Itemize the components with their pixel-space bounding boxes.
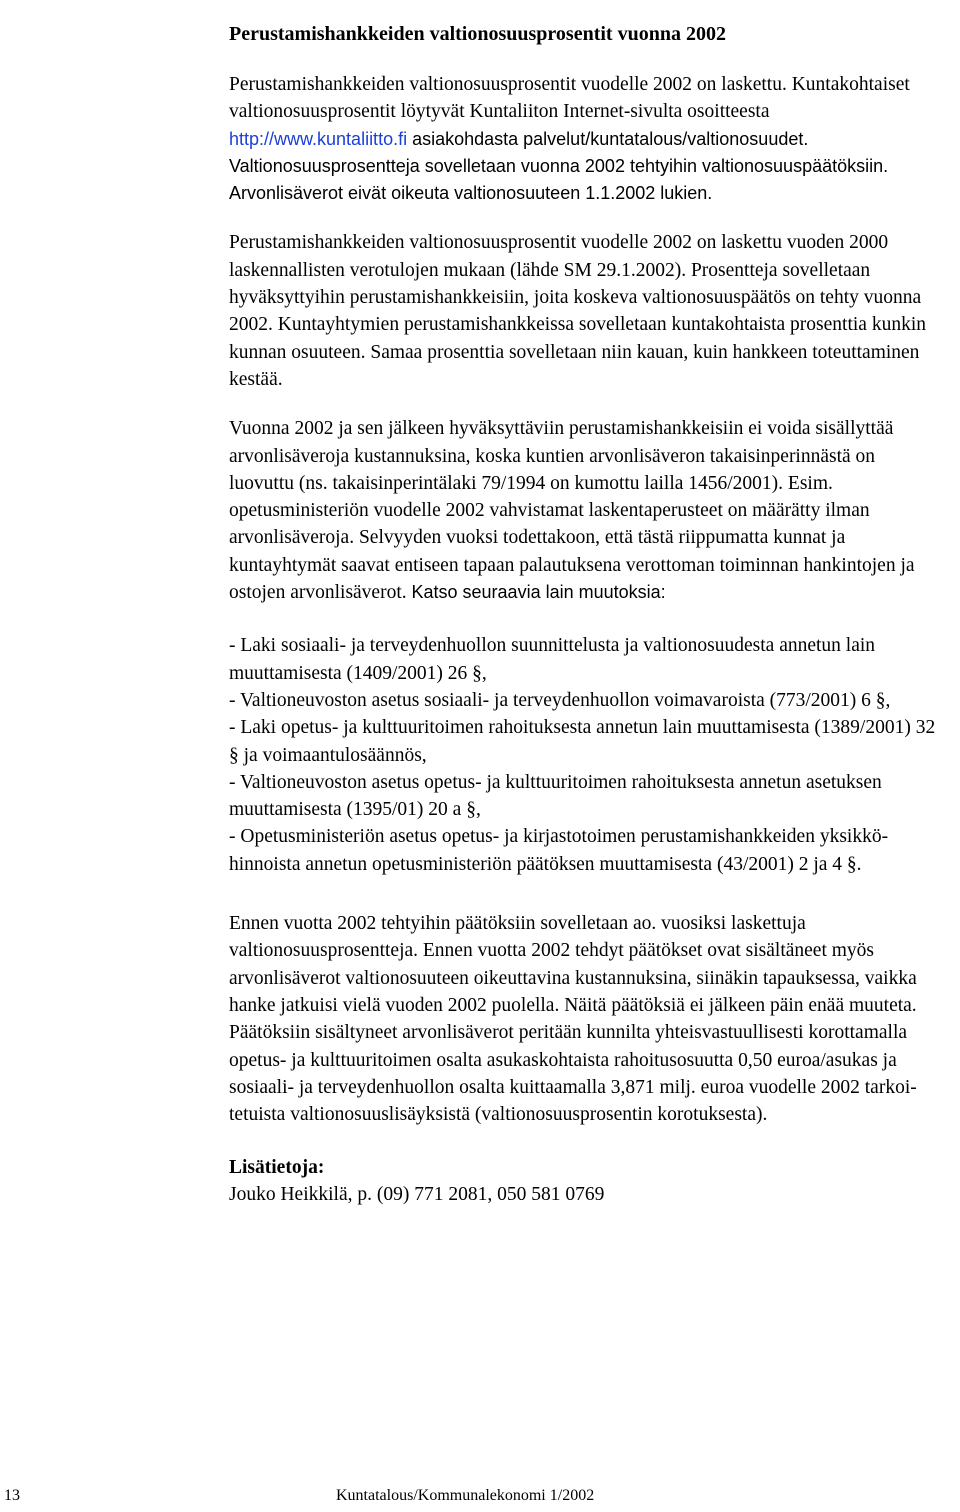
- vat-text: Vuonna 2002 ja sen jälkeen hyväksyttäviin perustamishankkeisiin ei voida sisällyttää arvonlisäveroja kustannuksina, koska kuntien arvonlisäveron takaisinperinnästä on luovuttu (ns. takaisinperintälaki 79/1994 on kumottu lailla 1456/2001). Esim. opetusministeriön vuodelle 2002 vahvistamat laskentaperusteet on määrätty ilman arvonlisäveroja. Selvyyden vuoksi todettakoon, että tästä riippumatta kunnat ja kuntayhtymät saavat entiseen tapaan palautuksena verottoman toiminnan hankintojen ja ostojen arvonlisäverot.: [229, 418, 915, 604]
- list-item: - Laki sosiaali- ja terveydenhuollon suunnittelusta ja valtionosuudesta annetun lain muuttamisesta (1409/2001) 26 §,: [229, 635, 876, 684]
- contact-info: [229, 1154, 941, 1208]
- list-item: - Laki opetus- ja kulttuuritoimen rahoituksesta annetun lain muuttamisesta (1389/2001) 32 § ja voimaantulosäännös,: [229, 717, 936, 766]
- list-item: - Valtioneuvoston asetus sosiaali- ja terveydenhuollon voimavaroista (773/2001) 6 §,: [229, 689, 891, 711]
- law-changes-intro: Katso seuraavia lain muutoksia:: [411, 582, 666, 603]
- paragraph-earlier-decisions: Ennen vuotta 2002 tehtyihin päätöksiin sovelletaan ao. vuosiksi laskettuja valtionosuusprosentteja. Ennen vuotta 2002 tehdyt päätökset ovat sisältäneet myös arvonlisäverot valtionosuuteen oikeuttavina kustannuksina, siinäkin tapauksessa, vaikka hanke jatkuisi vielä vuoden 2002 puolella. Näitä päätöksiä ei jälkeen päin enää muuteta. Päätöksiin sisältyneet arvonlisäverot peritään kunnilta yhteisvastuullisesti korottamalla opetus- ja kulttuuritoimen osalta asukaskohtaista rahoitusosuutta 0,50 euroa/asukas ja sosiaali- ja terveydenhuollon osalta kuittaamalla 3,871 milj. euroa vuodelle 2002 tarkoitetuista valtionosuuslisäyksistä (valtionosuusprosentin korotuksesta).: [229, 913, 917, 1126]
- list-item: - Valtioneuvoston asetus opetus- ja kulttuuritoimen rahoituksesta annetun asetuksen muuttamisesta (1395/01) 20 a §,: [229, 771, 882, 821]
- contact-heading: Lisätietoja:: [229, 1157, 325, 1179]
- law-changes-list: [229, 632, 941, 878]
- document-body: [229, 18, 941, 1208]
- intro-text: Perustamishankkeiden valtionosuusprosentit vuodelle 2002 on laskettu. Kuntakohtaiset valtionosuusprosentit löytyvät Kuntaliiton Internet-sivulta osoitteesta: [229, 74, 910, 123]
- paragraph-calculation: Perustamishankkeiden valtionosuusprosentit vuodelle 2002 on laskettu vuoden 2000 laskennallisten verotulojen mukaan (lähde SM 29.1.2002). Prosentteja sovelletaan hyväksyttyihin perustamishankkeisiin, joita koskeva valtionosuuspäätös on tehty vuonna 2002. Kuntayhtymien perustamishankkeissa sovelletaan kuntakohtaista prosenttia kunkin kunnan osuuteen. Samaa prosenttia sovelletaan niin kauan, kuin hankkeen toteuttaminen kestää.: [229, 232, 926, 390]
- paragraph-vat: [229, 415, 941, 606]
- page-number: 13: [4, 1487, 20, 1504]
- contact-details: Jouko Heikkilä, p. (09) 771 2081, 050 581 0769: [229, 1184, 605, 1206]
- paragraph-intro: [229, 71, 941, 207]
- publication-name: Kuntatalous/Kommunalekonomi 1/2002: [336, 1487, 595, 1504]
- list-item: - Opetusministeriön asetus opetus- ja kirjastotoimen perustamishankkeiden yksikkö-hinnoista annetun opetusministeriön päätöksen muuttamisesta (43/2001) 2 ja 4 §.: [229, 826, 889, 875]
- page-title: Perustamishankkeiden valtionosuusprosentit vuonna 2002: [229, 23, 726, 45]
- intro-text-cont: asiakohdasta palvelut/kuntatalous/valtionosuudet. Valtionosuusprosentteja sovelletaan vuonna 2002 tehtyihin valtionosuuspäätöksiin. Arvonlisäverot eivät oikeuta valtionosuuteen 1.1.2002 lukien.: [229, 128, 889, 204]
- kuntaliitto-link[interactable]: http://www.kuntaliitto.fi: [229, 128, 408, 149]
